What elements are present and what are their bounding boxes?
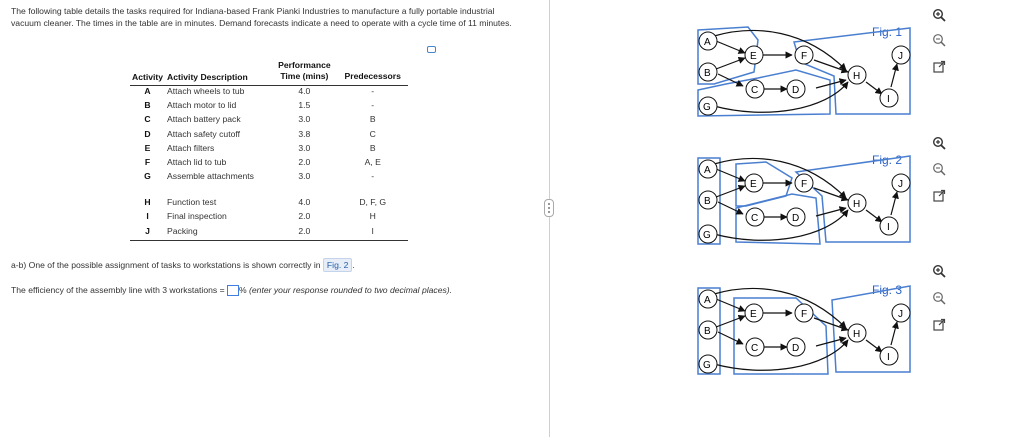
node-B [699,191,717,209]
node-A [699,160,717,178]
activity-cell: J [130,226,165,241]
table-row [130,171,408,197]
table-row [130,100,408,114]
svg-text:I: I [887,352,890,363]
node-D [787,80,805,98]
table-row [130,86,408,101]
zoom-out-icon[interactable] [932,291,946,305]
description-cell: Attach wheels to tub [167,86,245,96]
question-text: a-b) One of the possible assignment of tasks to workstations is shown correctly in Fig. 2 . [11,260,355,270]
svg-text:H: H [853,71,861,82]
svg-text:D: D [792,213,800,224]
predecessor-cell: I [337,226,408,241]
time-cell: 4.0 [298,86,311,96]
node-J [892,174,910,192]
predecessor-cell: A, E [364,156,381,167]
svg-text:E: E [750,179,757,190]
node-F [795,174,813,192]
description-cell: Final inspection [167,211,227,222]
node-G [699,225,717,243]
time-cell: 1.5 [298,100,311,111]
node-E [745,174,763,192]
table-row [130,129,408,143]
table-row [130,114,408,128]
activity-cell: H [144,197,151,208]
description-cell: Packing [165,226,271,241]
activity-cell: A [144,86,151,96]
description-cell: Attach battery pack [167,114,241,125]
node-I [880,217,898,235]
svg-text:F: F [801,309,808,320]
table-row [130,143,408,157]
activity-cell: C [144,114,151,125]
fig-2-title: Fig. 2 [872,153,903,167]
time-cell: 4.0 [298,197,311,208]
node-A [699,290,717,308]
node-F [795,46,813,64]
panel-divider [549,0,550,437]
predecessor-cell: B [369,114,376,125]
activity-cell: I [146,211,149,222]
panel-resize-handle[interactable] [544,199,554,217]
svg-text:B: B [704,326,711,337]
svg-text:J: J [898,179,903,190]
node-A [699,32,717,50]
description-cell: Attach safety cutoff [167,128,240,139]
node-D [787,208,805,226]
svg-text:J: J [898,309,903,320]
activity-cell: B [144,100,151,111]
svg-text:F: F [801,179,808,190]
node-B [699,63,717,81]
activity-cell: G [144,171,151,182]
zoom-in-icon[interactable] [932,8,946,22]
svg-text:G: G [703,230,711,241]
zoom-in-icon[interactable] [932,264,946,278]
problem-statement: The following table details the tasks required for Indiana-based Frank Pianki Industries to manufacture a fully portable industrial vacuum cleaner. The times in the table are in minutes. Demand forecasts indicate a need to operate with a cycle time of 11 minutes. [11,6,512,28]
zoom-out-icon[interactable] [932,33,946,47]
workstation-box [736,162,792,206]
node-E [745,304,763,322]
node-F [795,304,813,322]
description-cell: Function test [167,197,217,208]
pin-icon[interactable] [427,46,436,53]
zoom-out-icon[interactable] [932,162,946,176]
predecessor-cell: C [369,128,376,139]
svg-text:D: D [792,85,800,96]
node-B [699,321,717,339]
fig-2-link[interactable]: Fig. 2 [323,258,353,272]
node-J [892,46,910,64]
time-cell: 2.0 [271,226,337,241]
fig-1-title: Fig. 1 [872,25,903,39]
node-G [699,355,717,373]
activity-cell: D [144,128,151,139]
svg-text:F: F [801,51,808,62]
svg-text:A: A [704,295,711,306]
svg-text:C: C [751,85,759,96]
workstation-box [698,70,830,116]
node-I [880,347,898,365]
node-G [699,97,717,115]
figure-2 [696,150,918,268]
time-cell: 3.0 [298,142,311,153]
node-C [746,80,764,98]
figure-1 [696,22,918,140]
svg-text:H: H [853,199,861,210]
svg-text:B: B [704,68,711,79]
node-J [892,304,910,322]
table-row [130,157,408,171]
efficiency-input[interactable] [227,285,239,296]
activity-cell: F [144,156,151,167]
svg-text:A: A [704,165,711,176]
svg-text:G: G [703,360,711,371]
node-H [848,66,866,84]
node-H [848,324,866,342]
node-D [787,338,805,356]
time-cell: 3.0 [298,171,311,182]
svg-text:C: C [751,213,759,224]
svg-text:J: J [898,51,903,62]
table-row [130,211,408,225]
node-E [745,46,763,64]
svg-text:D: D [792,343,800,354]
open-new-window-icon[interactable] [932,189,946,203]
predecessor-cell: D, F, G [359,197,387,208]
predecessor-cell: - [371,171,375,182]
predecessor-cell: B [369,142,376,153]
figure-3 [696,280,918,398]
time-cell: 2.0 [298,211,311,222]
node-C [746,208,764,226]
svg-text:E: E [750,51,757,62]
task-table [130,60,408,241]
open-new-window-icon[interactable] [932,318,946,332]
svg-text:H: H [853,329,861,340]
table-row [130,197,408,211]
open-new-window-icon[interactable] [932,60,946,74]
svg-text:A: A [704,37,711,48]
svg-text:I: I [887,94,890,105]
description-cell: Assemble attachments [167,171,254,182]
header-predecessors: Predecessors [337,60,408,86]
predecessor-cell: - [371,86,375,96]
time-cell: 3.8 [298,128,311,139]
description-cell: Attach motor to lid [167,100,237,111]
time-cell: 2.0 [298,156,311,167]
time-cell: 3.0 [298,114,311,125]
efficiency-question: The efficiency of the assembly line with 3 workstations = % (enter your response rounded to two decimal places). [11,285,453,295]
description-cell: Attach filters [167,142,215,153]
table-row [130,226,408,241]
header-activity: Activity [130,60,165,86]
header-performance-time: Performance Time (mins) [271,60,337,86]
node-H [848,194,866,212]
activity-cell: E [144,142,151,153]
predecessor-cell: H [369,211,376,222]
svg-text:I: I [887,222,890,233]
svg-text:E: E [750,309,757,320]
description-cell: Attach lid to tub [167,156,227,167]
node-I [880,89,898,107]
zoom-in-icon[interactable] [932,136,946,150]
svg-text:B: B [704,196,711,207]
fig-3-title: Fig. 3 [872,283,903,297]
header-description: Activity Description [165,60,271,86]
node-C [746,338,764,356]
svg-text:G: G [703,102,711,113]
predecessor-cell: - [371,100,375,111]
svg-text:C: C [751,343,759,354]
